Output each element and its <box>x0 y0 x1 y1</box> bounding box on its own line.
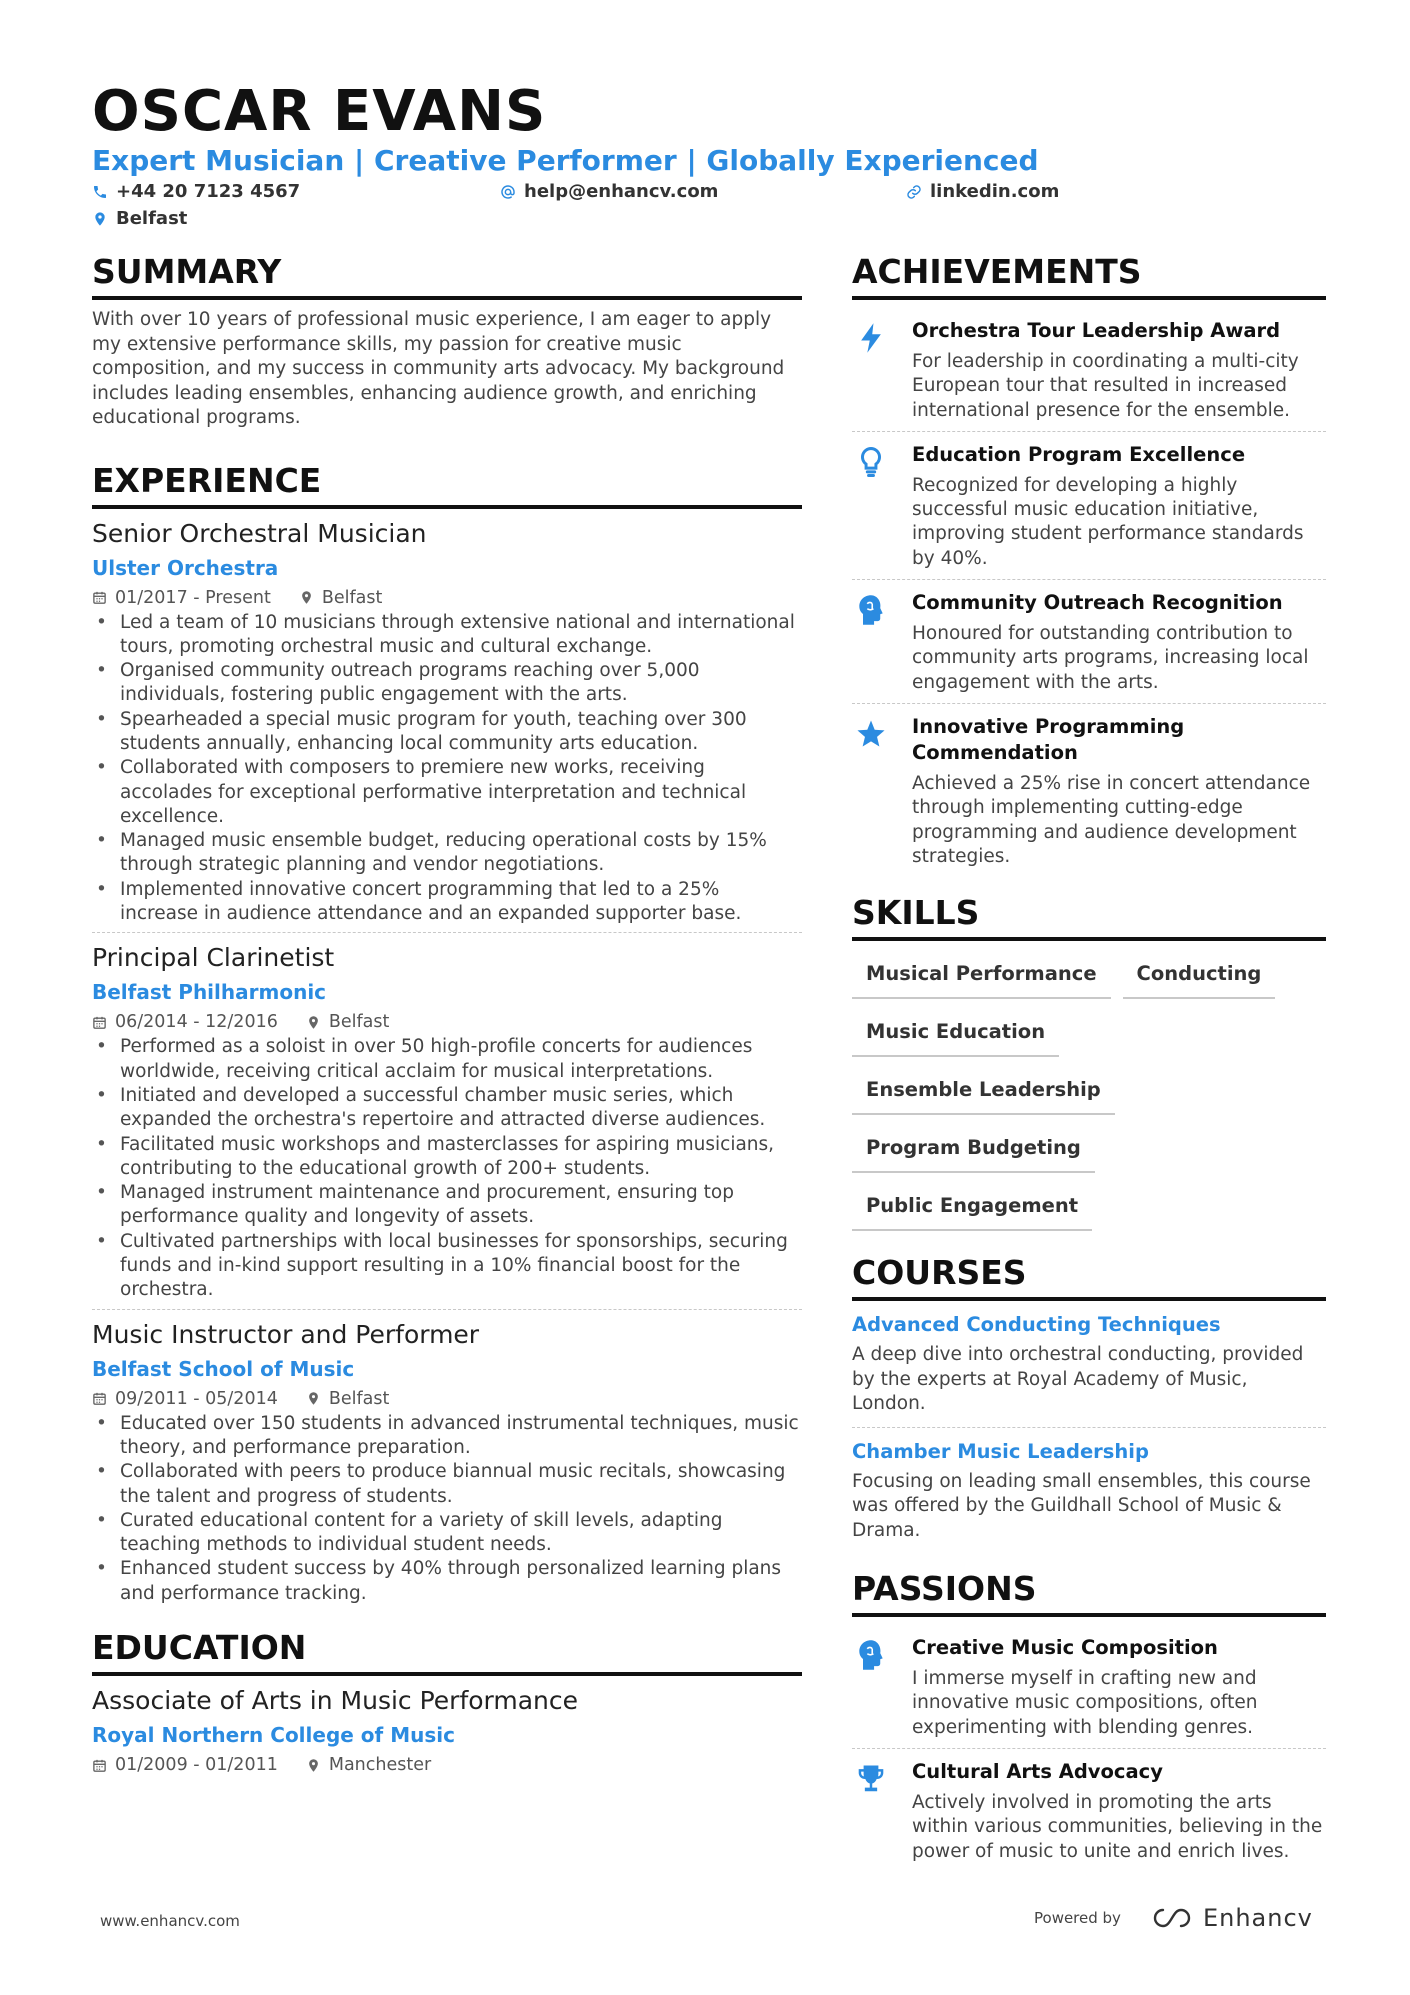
achievement-item <box>852 432 1326 580</box>
bullet-item: • Initiated and developed a successful chamber music series, which expanded the orchestra's repertoire and attracted diverse audiences. <box>92 1084 802 1133</box>
job-meta <box>92 1386 802 1412</box>
job-bullets <box>92 1412 802 1606</box>
achievements-section <box>852 250 1326 877</box>
passions-heading: PASSIONS <box>852 1567 1326 1617</box>
achievement-desc: Recognized for developing a highly successful music education initiative, improving student performance standards by 40%. <box>912 474 1304 569</box>
job-dates: 01/2017 - Present <box>92 585 271 611</box>
skills-section <box>852 891 1326 1231</box>
bullet-item: • Enhanced student success by 40% through personalized learning plans and performance tracking. <box>92 1557 802 1606</box>
bullet-item: • Implemented innovative concert programming that led to a 25% increase in audience attendance and an expanded supporter base. <box>92 878 802 927</box>
passion-title: Cultural Arts Advocacy <box>912 1760 1163 1784</box>
head-brain-icon <box>856 594 886 626</box>
contact-phone[interactable] <box>92 180 300 204</box>
bullet-item: • Spearheaded a special music program for youth, teaching over 300 students annually, enhancing local community arts education. <box>92 708 802 757</box>
passion-item <box>852 1749 1326 1872</box>
job-title: Principal Clarinetist <box>92 943 335 973</box>
passions-section <box>852 1567 1326 1872</box>
bullet-item: • Collaborated with peers to produce biannual music recitals, showcasing the talent and progress of students. <box>92 1460 802 1509</box>
education-dates: 01/2009 - 01/2011 <box>92 1752 278 1778</box>
passion-item <box>852 1625 1326 1749</box>
course-item <box>852 1436 1326 1554</box>
job-title: Senior Orchestral Musician <box>92 518 427 548</box>
candidate-name: OSCAR EVANS <box>92 79 547 144</box>
location-pin-icon <box>306 1391 321 1406</box>
experience-entry <box>92 517 802 934</box>
skill-tag: Musical Performance <box>852 957 1111 999</box>
right-column <box>852 250 1326 1872</box>
skills-list <box>852 949 1326 1231</box>
bullet-item: • Collaborated with composers to premiere new works, receiving accolades for exceptional performative interpretation and technical excellence. <box>92 756 802 829</box>
footer-website[interactable]: www.enhancv.com <box>100 1912 240 1930</box>
linkedin-text: linkedin.com <box>930 181 1060 202</box>
job-location: Belfast <box>299 585 383 611</box>
at-icon <box>500 184 516 200</box>
job-bullets <box>92 611 802 927</box>
email-text: help@enhancv.com <box>524 181 719 202</box>
achievement-title: Innovative Programming Commendation <box>912 714 1185 764</box>
summary-section <box>92 250 802 431</box>
contact-linkedin[interactable] <box>906 180 1059 204</box>
powered-by-text: Powered by <box>1034 1909 1121 1927</box>
achievement-title: Community Outreach Recognition <box>912 591 1283 615</box>
skill-tag: Public Engagement <box>852 1189 1092 1231</box>
summary-heading: SUMMARY <box>92 250 802 300</box>
achievement-item <box>852 580 1326 704</box>
experience-entry <box>92 941 802 1309</box>
course-item <box>852 1309 1326 1428</box>
job-meta <box>92 1009 802 1035</box>
phone-text: +44 20 7123 4567 <box>116 181 301 202</box>
job-meta <box>92 585 802 611</box>
skill-tag: Conducting <box>1123 957 1276 999</box>
passion-desc: I immerse myself in crafting new and innovative music compositions, often experimenting with blending genres. <box>912 1668 1258 1738</box>
company-name: Belfast Philharmonic <box>92 980 327 1005</box>
enhancv-logo-icon <box>1149 1905 1195 1931</box>
course-title: Chamber Music Leadership <box>852 1439 1149 1463</box>
job-location: Belfast <box>306 1386 390 1412</box>
contact-email[interactable] <box>500 180 718 204</box>
location-pin-icon <box>306 1758 321 1773</box>
left-column <box>92 250 802 1778</box>
bullet-item: • Managed music ensemble budget, reducing operational costs by 15% through strategic planning and vendor negotiations. <box>92 829 802 878</box>
job-dates: 06/2014 - 12/2016 <box>92 1009 278 1035</box>
bullet-item: • Educated over 150 students in advanced instrumental techniques, music theory, and performance preparation. <box>92 1412 802 1461</box>
achievement-desc: Honoured for outstanding contribution to community arts programs, increasing local engagement with the arts. <box>912 623 1309 693</box>
achievement-title: Orchestra Tour Leadership Award <box>912 319 1281 342</box>
degree-title: Associate of Arts in Music Performance <box>92 1686 579 1715</box>
lightbulb-icon <box>856 446 886 478</box>
education-heading: EDUCATION <box>92 1626 802 1676</box>
bullet-item: • Cultivated partnerships with local businesses for sponsorships, securing funds and in-kind support resulting in a 10% financial boost for the orchestra. <box>92 1230 802 1303</box>
passion-title: Creative Music Composition <box>912 1636 1218 1660</box>
school-name: Royal Northern College of Music <box>92 1723 455 1747</box>
footer-branding <box>1034 1904 1313 1932</box>
link-icon <box>906 184 922 200</box>
achievement-desc: Achieved a 25% rise in concert attendance through implementing cutting-edge programming and audience development strategies. <box>912 772 1311 867</box>
course-desc: A deep dive into orchestral conducting, provided by the experts at Royal Academy of Music, London. <box>852 1344 1304 1415</box>
job-dates: 09/2011 - 05/2014 <box>92 1386 278 1412</box>
course-desc: Focusing on leading small ensembles, this course was offered by the Guildhall School of Music & Drama. <box>852 1470 1311 1541</box>
contact-location <box>92 207 187 231</box>
bullet-item: • Facilitated music workshops and masterclasses for aspiring musicians, contributing to the educational growth of 200+ students. <box>92 1133 802 1182</box>
job-title: Music Instructor and Performer <box>92 1319 480 1349</box>
achievement-item <box>852 704 1326 877</box>
trophy-icon <box>856 1763 886 1795</box>
calendar-icon <box>92 1015 107 1030</box>
calendar-icon <box>92 1758 107 1773</box>
candidate-tagline: Expert Musician | Creative Performer | Globally Experienced <box>92 144 1039 177</box>
phone-icon <box>92 184 108 200</box>
courses-section <box>852 1251 1326 1553</box>
bullet-item: • Performed as a soloist in over 50 high-profile concerts for audiences worldwide, receiving critical acclaim for musical interpretations. <box>92 1035 802 1084</box>
job-bullets <box>92 1035 802 1302</box>
course-title: Advanced Conducting Techniques <box>852 1313 1221 1337</box>
achievement-item <box>852 308 1326 432</box>
company-name: Belfast School of Music <box>92 1356 355 1381</box>
bullet-item: • Curated educational content for a variety of skill levels, adapting teaching methods to individual student needs. <box>92 1509 802 1558</box>
courses-heading: COURSES <box>852 1251 1326 1301</box>
achievements-heading: ACHIEVEMENTS <box>852 250 1326 300</box>
lightning-icon <box>856 322 886 354</box>
company-name: Ulster Orchestra <box>92 555 279 580</box>
summary-text: With over 10 years of professional music experience, I am eager to apply my extensive performance skills, my passion for creative music composition, and my success in community arts advocacy. My background includes leading ensembles, enhancing audience growth, and enriching educational programs. <box>92 309 785 428</box>
achievement-desc: For leadership in coordinating a multi-city European tour that resulted in increased international presence for the ensemble. <box>912 351 1299 421</box>
experience-entry <box>92 1318 802 1612</box>
head-brain-icon <box>856 1639 886 1671</box>
experience-heading: EXPERIENCE <box>92 459 802 509</box>
bullet-item: • Organised community outreach programs reaching over 5,000 individuals, fostering public engagement with the arts. <box>92 659 802 708</box>
location-pin-icon <box>299 590 314 605</box>
location-pin-icon <box>92 211 108 227</box>
bullet-item: • Managed instrument maintenance and procurement, ensuring top performance quality and longevity of assets. <box>92 1181 802 1230</box>
location-text: Belfast <box>116 208 188 229</box>
passion-desc: Actively involved in promoting the arts within various communities, believing in the power of music to unite and enrich lives. <box>912 1792 1323 1862</box>
education-meta <box>92 1752 802 1778</box>
skill-tag: Program Budgeting <box>852 1131 1095 1173</box>
job-location: Belfast <box>306 1009 390 1035</box>
star-icon <box>856 718 886 750</box>
calendar-icon <box>92 590 107 605</box>
education-section <box>92 1626 802 1778</box>
skill-tag: Ensemble Leadership <box>852 1073 1115 1115</box>
enhancv-logo[interactable]: Enhancv <box>1149 1904 1313 1932</box>
bullet-item: • Led a team of 10 musicians through extensive national and international tours, promoting orchestral music and cultural exchange. <box>92 611 802 660</box>
skill-tag: Music Education <box>852 1015 1059 1057</box>
achievement-title: Education Program Excellence <box>912 442 1246 466</box>
calendar-icon <box>92 1391 107 1406</box>
location-pin-icon <box>306 1015 321 1030</box>
skills-heading: SKILLS <box>852 891 1326 941</box>
experience-section <box>92 459 802 1613</box>
education-location: Manchester <box>306 1752 431 1778</box>
